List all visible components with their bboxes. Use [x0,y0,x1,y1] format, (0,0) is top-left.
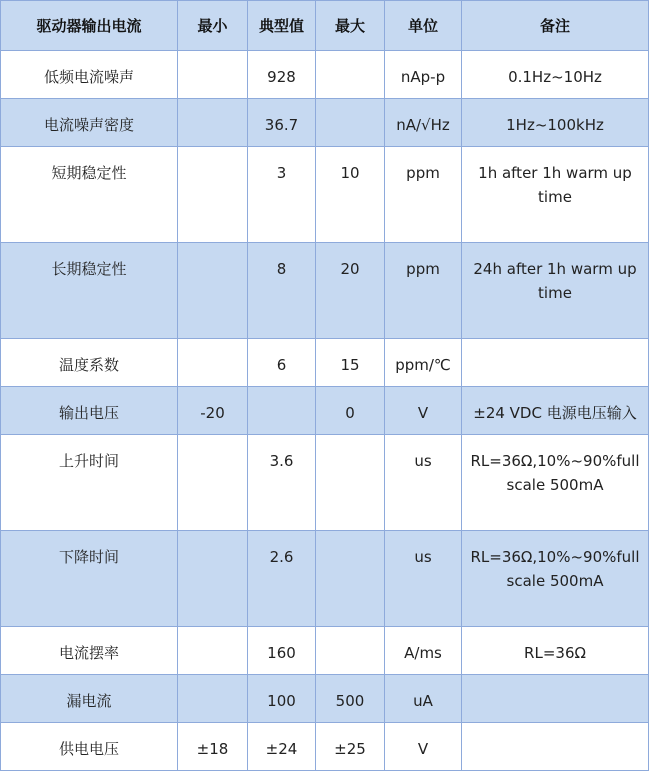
cell-min [178,339,248,387]
cell-note: 0.1Hz~10Hz [462,51,649,99]
cell-typ: 2.6 [248,531,316,627]
cell-typ: 3.6 [248,435,316,531]
cell-min [178,51,248,99]
cell-unit: V [385,723,462,771]
cell-name: 低频电流噪声 [1,51,178,99]
cell-typ: 928 [248,51,316,99]
cell-unit: nA/√Hz [385,99,462,147]
cell-name: 电流摆率 [1,627,178,675]
table-row [1,675,649,723]
cell-note: RL=36Ω [462,627,649,675]
cell-name: 电流噪声密度 [1,99,178,147]
cell-unit: V [385,387,462,435]
cell-max: 0 [316,387,385,435]
cell-note: RL=36Ω,10%~90%full scale 500mA [462,531,649,627]
cell-min [178,531,248,627]
cell-min [178,243,248,339]
cell-min [178,627,248,675]
cell-min [178,675,248,723]
cell-note: 1h after 1h warm up time [462,147,649,243]
cell-unit: ppm [385,147,462,243]
cell-note [462,339,649,387]
table-row [1,339,649,387]
cell-unit: ppm/℃ [385,339,462,387]
cell-typ: ±24 [248,723,316,771]
cell-unit: ppm [385,243,462,339]
cell-unit: nAp-p [385,51,462,99]
table-row [1,147,649,243]
cell-typ: 8 [248,243,316,339]
table-row [1,243,649,339]
cell-name: 漏电流 [1,675,178,723]
cell-max [316,627,385,675]
cell-max [316,531,385,627]
table-row [1,51,649,99]
cell-typ: 3 [248,147,316,243]
cell-max: 20 [316,243,385,339]
header-unit: 单位 [385,1,462,51]
cell-name: 温度系数 [1,339,178,387]
cell-name: 长期稳定性 [1,243,178,339]
cell-typ [248,387,316,435]
cell-name: 供电电压 [1,723,178,771]
table-row [1,435,649,531]
cell-typ: 100 [248,675,316,723]
cell-typ: 36.7 [248,99,316,147]
cell-min [178,435,248,531]
header-note: 备注 [462,1,649,51]
cell-max [316,99,385,147]
table-row [1,723,649,771]
cell-name: 下降时间 [1,531,178,627]
cell-min: -20 [178,387,248,435]
cell-note: 1Hz~100kHz [462,99,649,147]
cell-max: ±25 [316,723,385,771]
cell-max [316,51,385,99]
cell-unit: A/ms [385,627,462,675]
header-typ: 典型值 [248,1,316,51]
table-row [1,531,649,627]
cell-min: ±18 [178,723,248,771]
cell-unit: us [385,435,462,531]
cell-name: 短期稳定性 [1,147,178,243]
cell-note: 24h after 1h warm up time [462,243,649,339]
cell-note [462,723,649,771]
cell-unit: uA [385,675,462,723]
cell-max [316,435,385,531]
table-row [1,387,649,435]
cell-note: RL=36Ω,10%~90%full scale 500mA [462,435,649,531]
cell-typ: 6 [248,339,316,387]
header-row [1,1,649,51]
cell-max: 500 [316,675,385,723]
table-row [1,99,649,147]
cell-min [178,147,248,243]
cell-unit: us [385,531,462,627]
header-max: 最大 [316,1,385,51]
cell-max: 10 [316,147,385,243]
cell-name: 输出电压 [1,387,178,435]
cell-max: 15 [316,339,385,387]
cell-typ: 160 [248,627,316,675]
table-row [1,627,649,675]
cell-name: 上升时间 [1,435,178,531]
cell-min [178,99,248,147]
header-min: 最小 [178,1,248,51]
header-name: 驱动器输出电流 [1,1,178,51]
cell-note [462,675,649,723]
cell-note: ±24 VDC 电源电压输入 [462,387,649,435]
